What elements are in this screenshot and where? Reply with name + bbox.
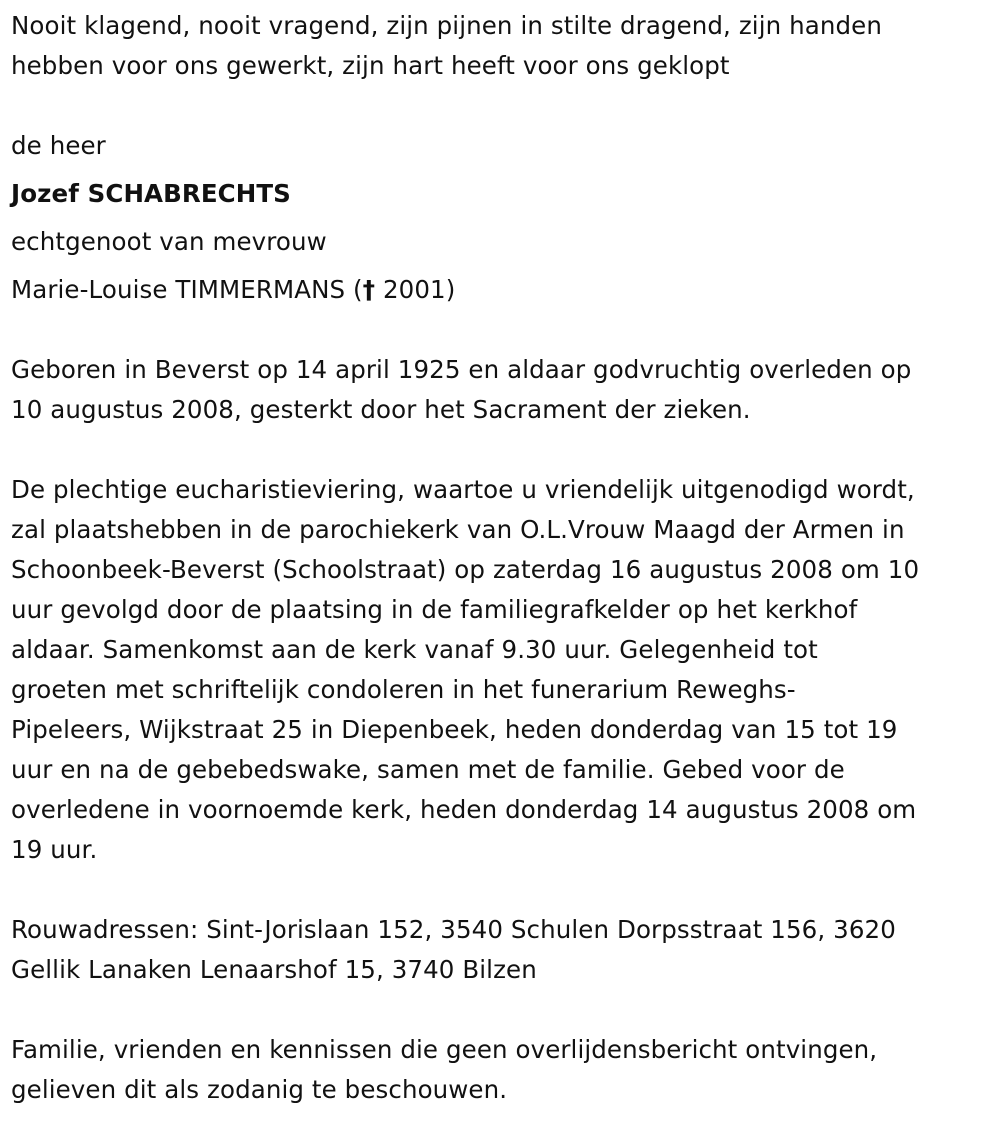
deceased-name: Jozef SCHABRECHTS <box>11 179 291 208</box>
text-line: Gellik Lanaken Lenaarshof 15, 3740 Bilzen <box>11 955 537 984</box>
text-line: uur en na de gebebedswake, samen met de familie. Gebed voor de <box>11 755 845 784</box>
spouse-name: Marie-Louise TIMMERMANS ( <box>11 275 363 304</box>
relation-label: echtgenoot van mevrouw <box>11 227 327 256</box>
addresses-paragraph <box>11 910 991 990</box>
obituary-notice <box>11 0 991 1110</box>
honorific: de heer <box>11 131 106 160</box>
closing-paragraph <box>11 1030 991 1110</box>
text-line: Schoonbeek-Beverst (Schoolstraat) op zaterdag 16 augustus 2008 om 10 <box>11 555 920 584</box>
text-line: groeten met schriftelijk condoleren in het funerarium Reweghs- <box>11 675 796 704</box>
text-line: Familie, vrienden en kennissen die geen overlijdensbericht ontvingen, <box>11 1035 878 1064</box>
motto-paragraph <box>11 0 991 86</box>
deceased-block <box>11 126 991 310</box>
text-line: gelieven dit als zodanig te beschouwen. <box>11 1075 508 1104</box>
text-line: Rouwadressen: Sint-Jorislaan 152, 3540 Schulen Dorpsstraat 156, 3620 <box>11 915 896 944</box>
text-line: uur gevolgd door de plaatsing in de familiegrafkelder op het kerkhof <box>11 595 858 624</box>
service-paragraph <box>11 470 991 870</box>
text-line: De plechtige eucharistieviering, waartoe u vriendelijk uitgenodigd wordt, <box>11 475 915 504</box>
birth-death-paragraph <box>11 350 991 430</box>
motto-line: Nooit klagend, nooit vragend, zijn pijnen in stilte dragend, zijn handen <box>11 11 882 40</box>
spouse-death-year: 2001) <box>375 275 456 304</box>
text-line: Geboren in Beverst op 14 april 1925 en aldaar godvruchtig overleden op <box>11 355 912 384</box>
text-line: zal plaatshebben in de parochiekerk van O.L.Vrouw Maagd der Armen in <box>11 515 905 544</box>
text-line: 10 augustus 2008, gesterkt door het Sacrament der zieken. <box>11 395 751 424</box>
text-line: Pipeleers, Wijkstraat 25 in Diepenbeek, heden donderdag van 15 tot 19 <box>11 715 898 744</box>
cross-icon: † <box>362 275 376 304</box>
motto-line: hebben voor ons gewerkt, zijn hart heeft voor ons geklopt <box>11 51 730 80</box>
text-line: aldaar. Samenkomst aan de kerk vanaf 9.30 uur. Gelegenheid tot <box>11 635 818 664</box>
text-line: overledene in voornoemde kerk, heden donderdag 14 augustus 2008 om <box>11 795 917 824</box>
spouse-line <box>11 270 991 310</box>
text-line: 19 uur. <box>11 835 98 864</box>
